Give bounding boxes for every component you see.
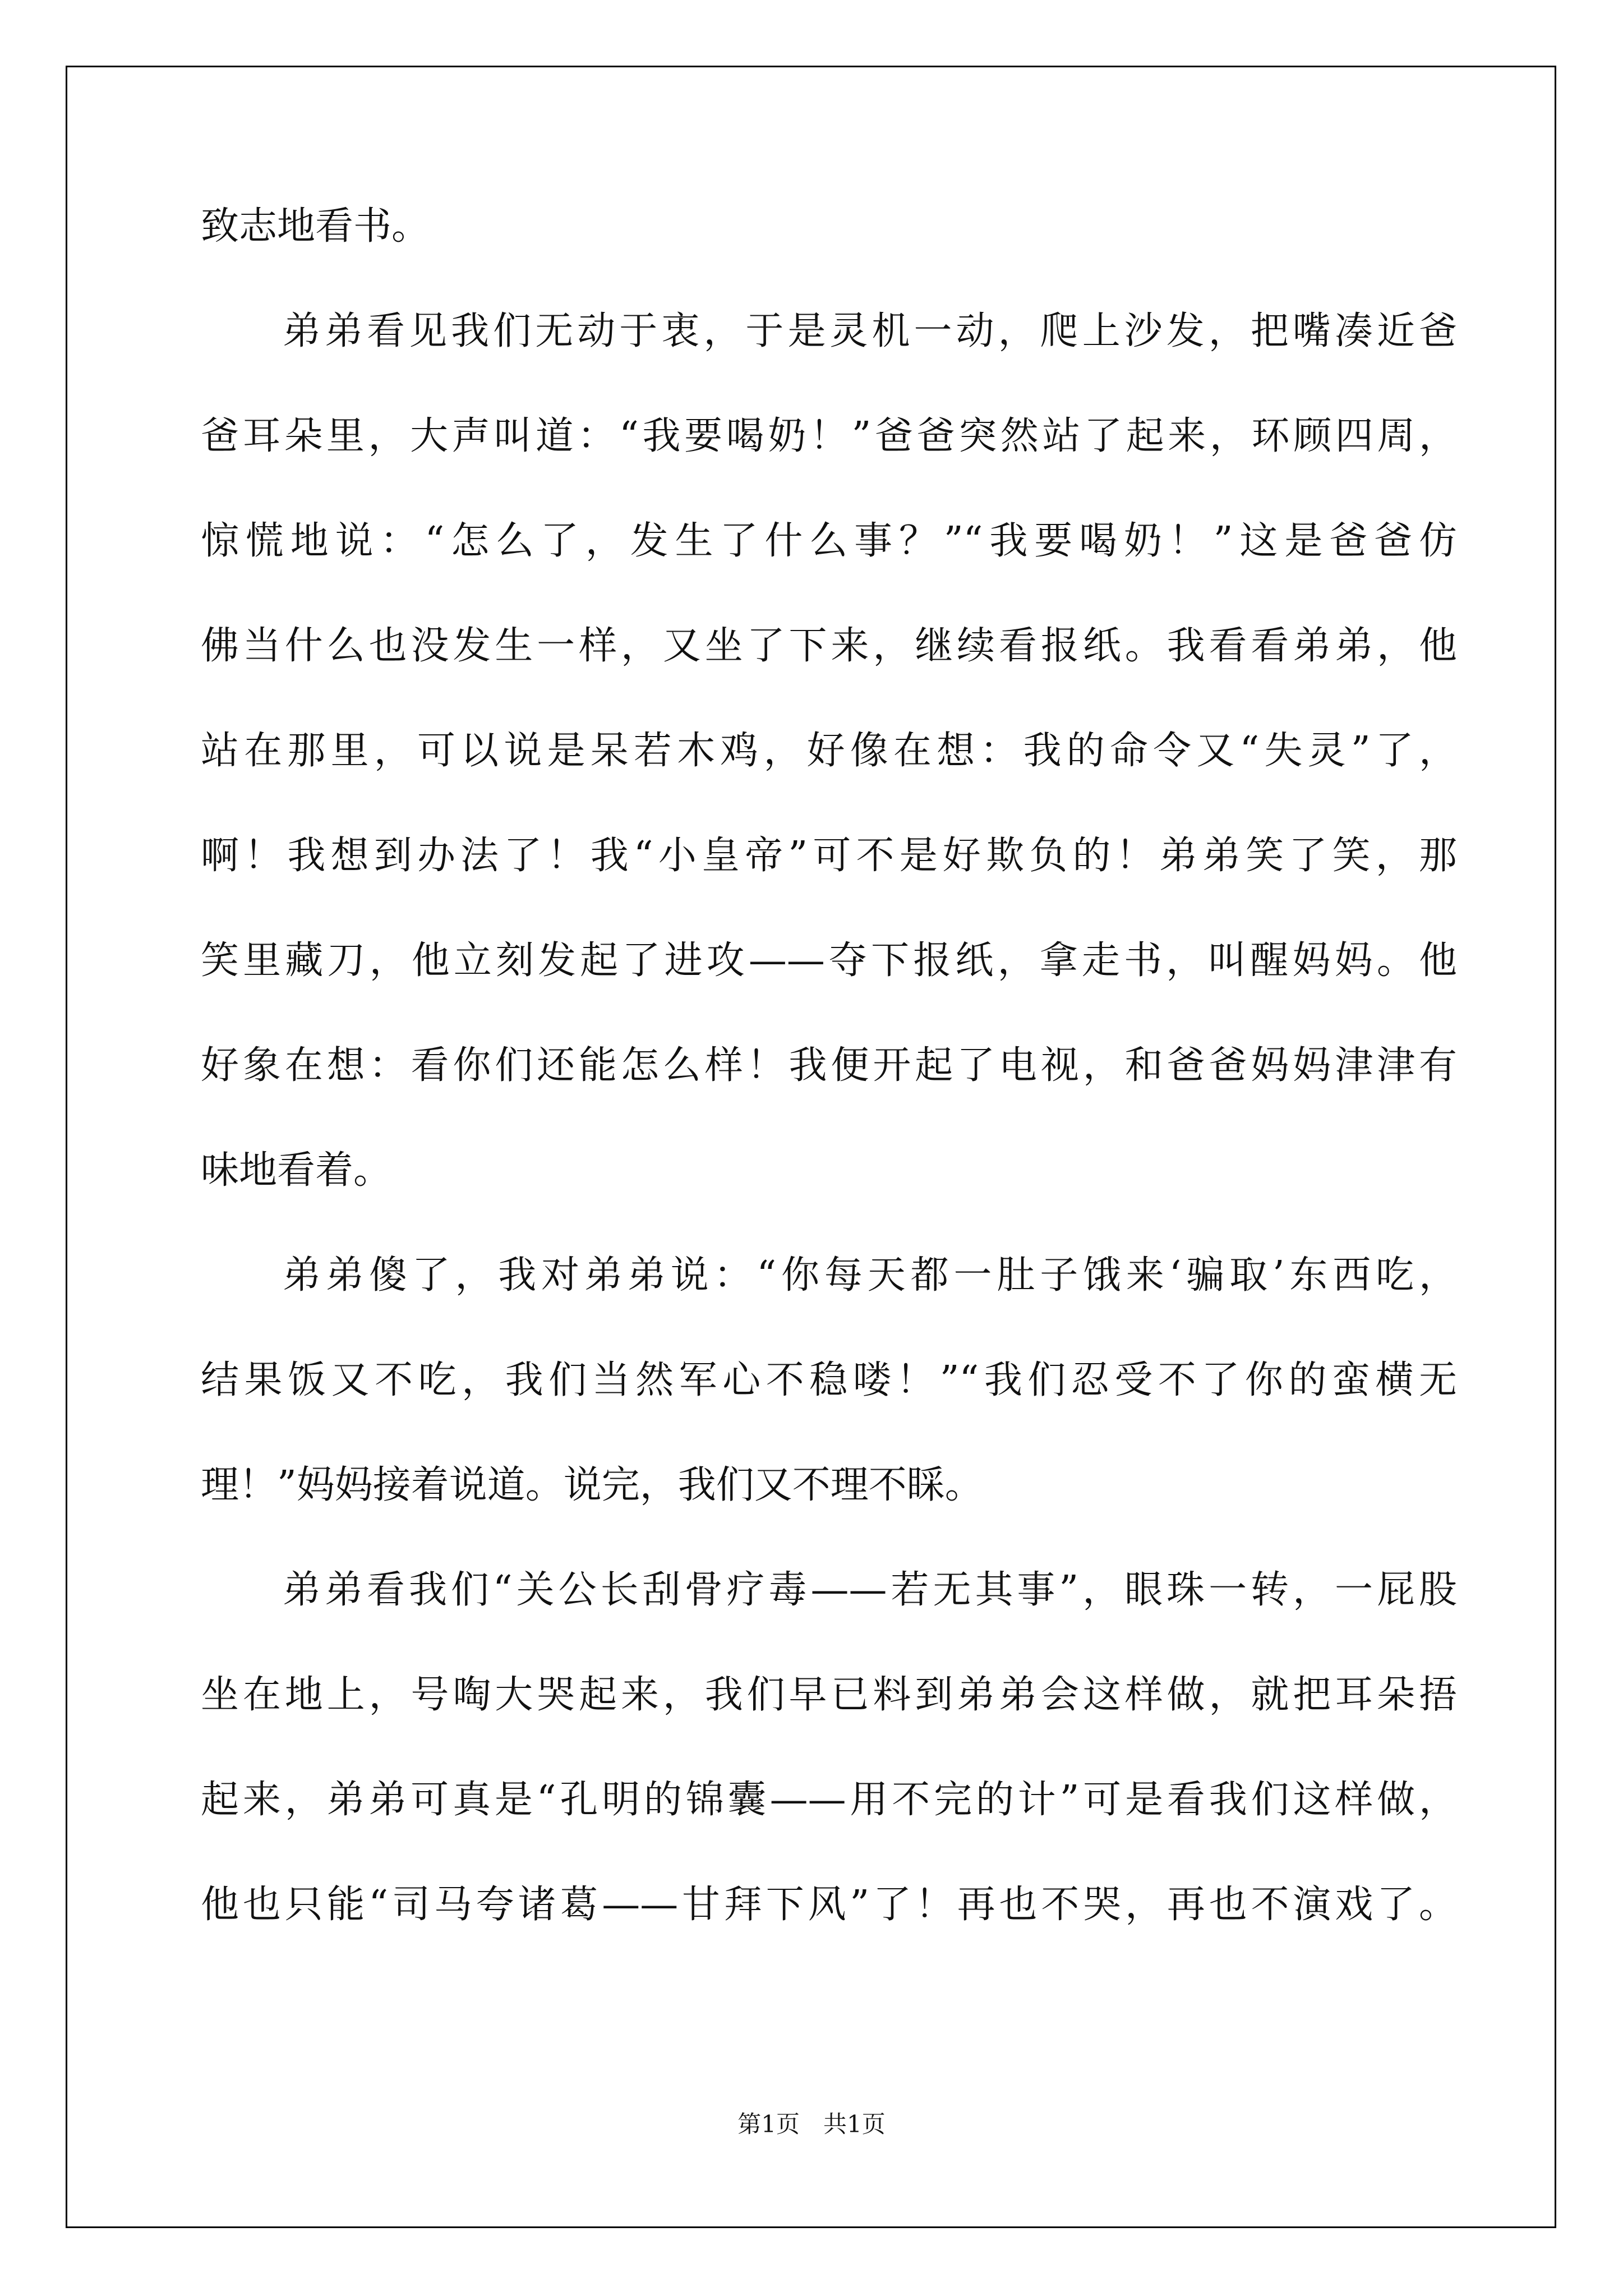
- text-line-10: 味地看着。: [201, 1148, 392, 1193]
- text-line-2: 弟弟看见我们无动于衷，于是灵机一动，爬上沙发，把嘴凑近爸: [283, 309, 1457, 353]
- text-line-15: 坐在地上，号啕大哭起来，我们早已料到弟弟会这样做，就把耳朵捂: [201, 1673, 1457, 1717]
- text-line-9: 好象在想：看你们还能怎么样！我便开起了电视，和爸爸妈妈津津有: [201, 1043, 1457, 1088]
- text-line-17: 他也只能“司马夸诸葛——甘拜下风”了！再也不哭，再也不演戏了。: [201, 1883, 1457, 1927]
- text-line-7: 啊！我想到办法了！我“小皇帝”可不是好欺负的！弟弟笑了笑，那: [201, 834, 1457, 878]
- text-line-13: 理！”妈妈接着说道。说完，我们又不理不睬。: [201, 1463, 983, 1507]
- text-line-8: 笑里藏刀，他立刻发起了进攻——夺下报纸，拿走书，叫醒妈妈。他: [201, 938, 1457, 983]
- document-body: [201, 204, 1457, 1991]
- text-line-5: 佛当什么也没发生一样，又坐了下来，继续看报纸。我看看弟弟，他: [201, 624, 1457, 668]
- text-line-16: 起来，弟弟可真是“孔明的锦囊——用不完的计”可是看我们这样做，: [201, 1778, 1457, 1822]
- text-line-4: 惊慌地说：“怎么了，发生了什么事？”“我要喝奶！”这是爸爸仿: [201, 519, 1457, 563]
- text-line-11: 弟弟傻了，我对弟弟说：“你每天都一肚子饿来‘骗取’东西吃，: [283, 1253, 1457, 1297]
- text-line-14: 弟弟看我们“关公长刮骨疗毒——若无其事”，眼珠一转，一屁股: [283, 1568, 1457, 1612]
- page-footer: 第1页 共1页: [737, 2110, 886, 2138]
- text-line-12: 结果饭又不吃，我们当然军心不稳喽！”“我们忍受不了你的蛮横无: [201, 1358, 1457, 1402]
- text-line-6: 站在那里，可以说是呆若木鸡，好像在想：我的命令又“失灵”了，: [201, 729, 1457, 773]
- text-line-1: 致志地看书。: [201, 204, 430, 249]
- text-line-3: 爸耳朵里，大声叫道：“我要喝奶！”爸爸突然站了起来，环顾四周，: [201, 414, 1457, 458]
